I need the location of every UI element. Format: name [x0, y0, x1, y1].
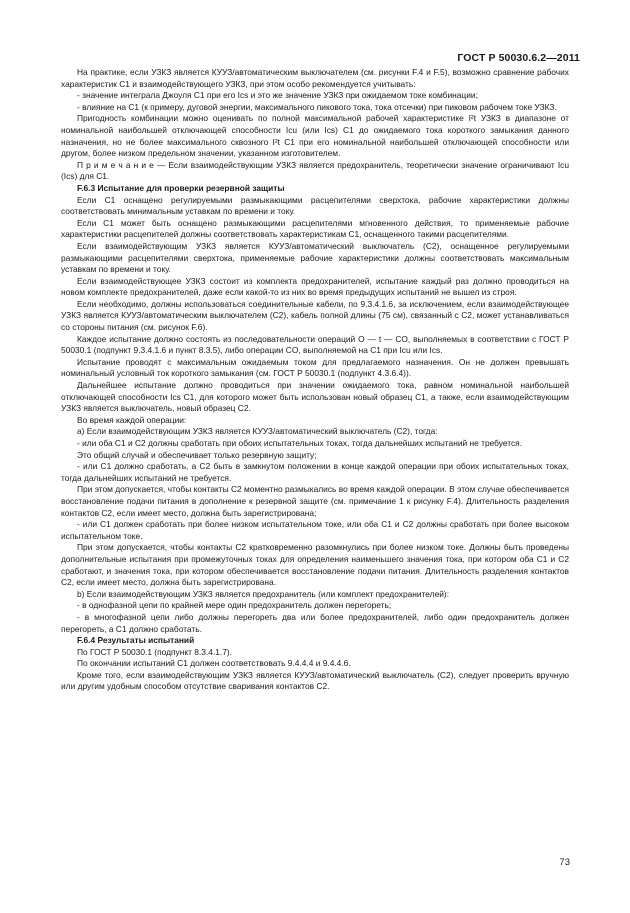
paragraph: На практике, если УЗКЗ является КУУЗ/автоматическим выключателем (см. рисунки F.4 и F.5), возможно сравнение рабочих характеристик C1 и взаимодействующего УЗКЗ, при этом особо рекомендуется учитывать: [61, 67, 569, 89]
page-body [61, 67, 569, 693]
list-item: - влияние на C1 (к примеру, дуговой энергии, максимального пикового тока, тока отсечки) при пиковом рабочем токе УЗКЗ. [77, 101, 557, 112]
list-item: b) Если взаимодействующим УЗКЗ является предохранитель (или комплект предохранителей): [77, 588, 450, 599]
paragraph: Пригодность комбинации можно оценивать по полной максимальной рабочей характеристике I²t УЗКЗ в диапазоне от номинальной наибольшей отключающей способности Icu (или Ics) C1 до ожидаемого тока короткого замыкания данного назначения, но не более максимального сквозного I²t C1 при его номинальной наибольшей отключающей способности или другом, более низком предельном значении, указанном изготовителем. [61, 113, 569, 159]
list-item: - в многофазной цепи либо должны перегореть два или более предохранителей, либо один предохранитель должен перегореть, а C1 должно сработать. [61, 611, 569, 634]
paragraph: При этом допускается, чтобы контакты C2 моментно размыкались во время каждой операции. В этом случае обеспечивается восстановление подачи питания в дополнение к резервной защите (см. примечание 1 к рисунку F.4). Длительность разделения контактов C2, если имеет место, должна быть зарегистрирована; [61, 484, 569, 518]
list-item: - значение интеграла Джоуля C1 при его Ics и это же значение УЗКЗ при ожидаемом токе комбинации; [77, 90, 478, 101]
list-item: - или C1 должен сработать при более низком испытательном токе, или оба C1 и C2 должны сработать при более высоком испытательном токе. [61, 519, 569, 541]
paragraph: Если C1 оснащено регулируемыми размыкающими расцепителями сверхтока, рабочие характеристики должны соответствовать минимальным уставкам по времени и току. [61, 194, 569, 217]
paragraph: По окончании испытаний C1 должен соответствовать 9.4.4.4 и 9.4.4.6. [77, 658, 351, 669]
page-number: 73 [559, 857, 570, 868]
paragraph: Если необходимо, должны использоваться соединительные кабели, по 9.3.4.1.6, за исключением, если взаимодействующее УЗКЗ является КУУЗ/автоматическим выключателем (C2), кабель полной длины (75 см), связанный с C2, может устанавливаться со стороны питания (см. рисунок F.6). [61, 298, 569, 333]
list-item: а) Если взаимодействующим УЗКЗ является КУУЗ/автоматический выключатель (C2), тогда: [77, 426, 438, 437]
paragraph: Если взаимодействующим УЗКЗ является КУУЗ/автоматический выключатель (C2), оснащенное регулируемыми размыкающими расцепителями сверхтока, применяемые рабочие характеристики должны соответствовать максимальным уставкам по времени и току. [61, 240, 569, 275]
note: П р и м е ч а н и е — Если взаимодействующим УЗКЗ является предохранитель, теоретически значение ограничивают Icu (Ics) для C1. [61, 159, 569, 182]
paragraph: Если взаимодействующее УЗКЗ состоит из комплекта предохранителей, испытание каждый раз должно проводиться на новом комплекте предохранителей, даже если какой-то из них во время предыдущих испытаний не вышел из строя. [61, 275, 569, 298]
paragraph: Испытание проводят с максимальным ожидаемым током для предлагаемого назначения. Он не должен превышать номинальный условный ток короткого замыкания (см. ГОСТ Р 50030.1 (подпункт 4.3.6.4)). [61, 356, 569, 379]
paragraph: Дальнейшее испытание должно проводиться при значении ожидаемого тока, равном номинальной наибольшей отключающей способности Ics C1, для которого может быть использован новый образец C1, а также, если взаимодействующим УЗКЗ является выключатель, новый образец C2. [61, 380, 569, 414]
paragraph: Каждое испытание должно состоять из последовательности операций O — t — CO, выполняемых в соответствии с ГОСТ Р 50030.1 (подпункт 9.3.4.1.6 и пункт 8.3.5), либо операции CO, выполняемой на C1 при Icu или Ics. [61, 333, 569, 356]
list-item: - или C1 должно сработать, а C2 быть в замкнутом положении в конце каждой операции при обоих испытательных токах, тогда дальнейших испытаний не требуется. [61, 461, 569, 483]
paragraph: При этом допускается, чтобы контакты C2 кратковременно разомкнулись при более низком токе. Должны быть проведены дополнительные испытания при промежуточных токах для определения наименьшего значения тока, при котором оба C1 и C2 сработают, и значения тока, при котором обеспечивается восстановление подачи питания. Длительность разделения контактов C2, если имеет место, должна быть зарегистрирована. [61, 542, 569, 588]
paragraph: Это общий случай и обеспечивает только резервную защиту; [77, 449, 317, 460]
paragraph: Во время каждой операции: [77, 414, 187, 425]
paragraph: Если C1 может быть оснащено размыкающими расцепителями мгновенного действия, то применяемые рабочие характеристики расцепителей должны соответствовать характеристикам C1, оснащенного такими расцепителями. [61, 217, 569, 240]
paragraph: По ГОСТ Р 50030.1 (подпункт 8.3.4.1.7). [77, 646, 232, 657]
document-code-header: ГОСТ Р 50030.6.2—2011 [457, 52, 580, 64]
section-heading: F.6.4 Результаты испытаний [77, 635, 195, 646]
list-item: - в однофазной цепи по крайней мере один предохранитель должен перегореть; [77, 600, 392, 611]
paragraph: Кроме того, если взаимодействующим УЗКЗ является КУУЗ/автоматический выключатель (C2), следует проверить вручную или другим удобным способом отсутствие сваривания контактов C2. [61, 669, 569, 692]
list-item: - или оба C1 и C2 должны сработать при обоих испытательных токах, тогда дальнейших испытаний не требуется. [77, 438, 523, 448]
section-heading: F.6.3 Испытание для проверки резервной защиты [77, 182, 285, 193]
